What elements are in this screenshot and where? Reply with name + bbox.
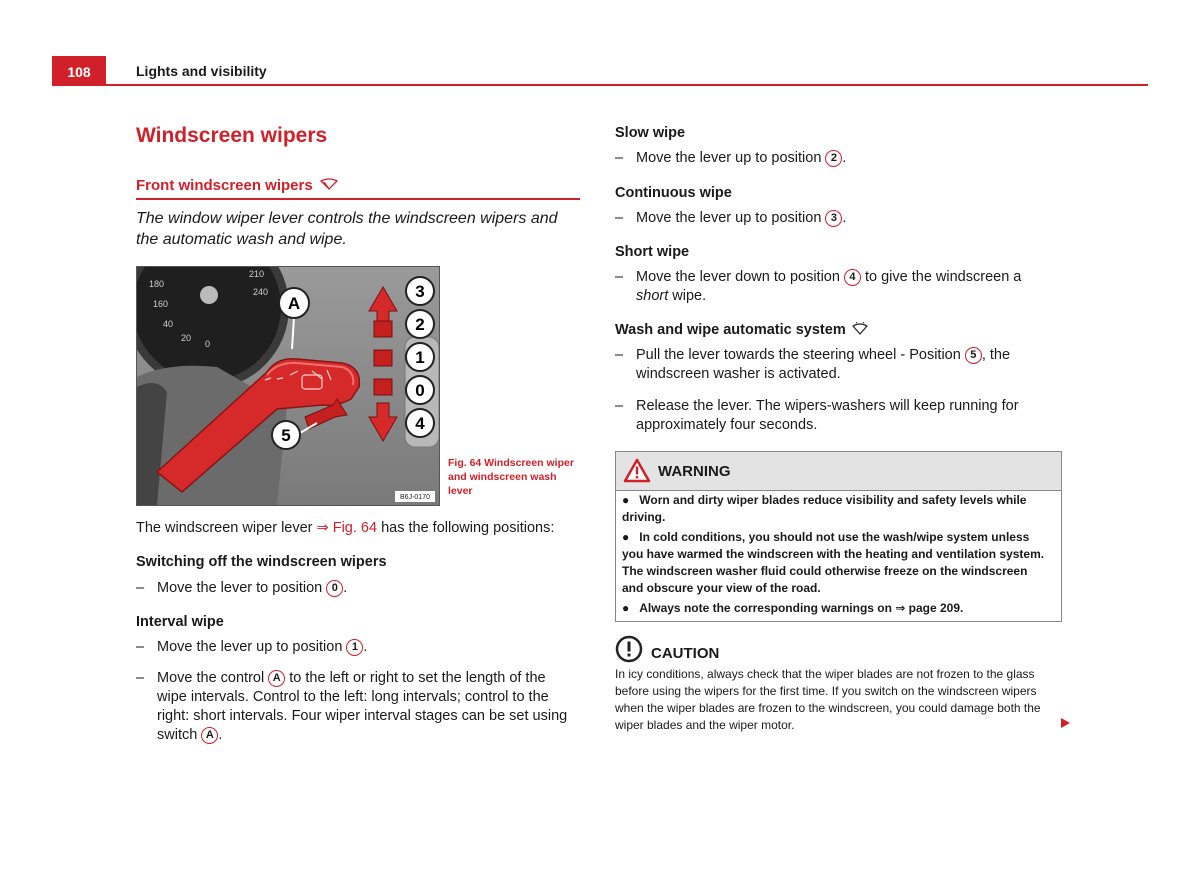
caution-label: CAUTION — [651, 645, 720, 662]
continuous-heading: Continuous wipe — [615, 185, 732, 201]
warning-item-text: Always note the corresponding warnings on ⇒ page 209. — [639, 601, 964, 615]
warning-item: ● In cold conditions, you should not use the wash/wipe system unless you have warmed the windscreen with the heating and ventilation system. The windscreen washer fluid could otherwise freeze on the windscreen and obscure your view of the road. — [622, 530, 1045, 595]
next-page-arrow-icon — [1061, 718, 1070, 728]
position-badge: 3 — [825, 210, 842, 227]
callout-A: A — [287, 294, 301, 313]
auto-heading-text: Wash and wipe automatic system — [615, 322, 846, 338]
callout-3: 3 — [415, 282, 425, 301]
callout-2: 2 — [415, 315, 425, 334]
list-item-text: wipe. — [668, 288, 707, 304]
position-badge: 2 — [825, 150, 842, 167]
gauge-number: 40 — [163, 319, 174, 329]
figure-link[interactable]: ⇒ Fig. 64 — [316, 520, 378, 536]
list-item-text: Move the lever up to position — [636, 210, 822, 226]
subsection-title — [136, 177, 338, 194]
warning-item: ● Always note the corresponding warnings on ⇒ page 209. — [622, 601, 964, 615]
gauge-number: 20 — [181, 333, 192, 343]
warning-item-text: In cold conditions, you should not use the wash/wipe system unless you have warmed the windscreen with the heating and ventilation system. The windscreen washer fluid could otherwise freeze on the windscreen and obscure your view of the road. — [622, 530, 1045, 595]
list-item-text: , the windscreen washer is activated. — [636, 347, 1011, 382]
list-item-text: to give the windscreen a — [864, 269, 1022, 285]
washer-icon — [852, 322, 868, 335]
list-item: – Move the lever to position 0 . — [136, 580, 348, 596]
list-item-text: Move the lever up to position — [636, 150, 822, 166]
gauge-number: 210 — [249, 269, 265, 279]
callout-5: 5 — [281, 426, 291, 445]
list-item-text: Pull the lever towards the steering wheel - Position — [636, 347, 961, 363]
off-heading: Switching off the windscreen wipers — [136, 554, 387, 570]
lead-text-end: has the following positions: — [377, 520, 555, 536]
caution-icon — [615, 635, 643, 663]
subsection-title-text: Front windscreen wipers — [136, 177, 313, 194]
slow-heading: Slow wipe — [615, 125, 686, 141]
position-badge: 5 — [965, 347, 982, 364]
gauge-number: 0 — [205, 339, 211, 349]
control-badge: A — [201, 727, 218, 744]
header-rule — [52, 84, 1148, 86]
callout-1: 1 — [415, 348, 425, 367]
lead-paragraph — [136, 519, 582, 538]
gauge-number: 160 — [153, 299, 169, 309]
caution-text: In icy conditions, always check that the wiper blades are not frozen to the glass before using the wipers for the first time. If you switch on the windscreen wipers when the wiper blades are frozen to the windscreen, you could damage both the wiper blades and the wiper motor. — [615, 667, 1041, 732]
warning-label: WARNING — [658, 463, 731, 480]
page-number: 108 — [52, 56, 106, 86]
warning-header — [616, 452, 1061, 491]
callout-4: 4 — [415, 414, 425, 433]
interval-heading: Interval wipe — [136, 614, 224, 630]
gauge-number: 180 — [149, 279, 165, 289]
warning-box — [615, 451, 1062, 622]
list-item-text: Move the lever down to position — [636, 269, 840, 285]
list-item-text: Move the lever up to position — [157, 639, 343, 655]
list-item: – Pull the lever towards the steering wheel - Position 5 , the windscreen washer is activated. — [615, 347, 1011, 382]
auto-heading — [615, 322, 868, 338]
list-item-text: to the left or right to set the length of the wipe intervals. Control to the left: long intervals; control to the right: short intervals. Four wiper interval stages can be set using switch — [157, 670, 568, 743]
figure-caption: Fig. 64 Windscreen wiper and windscreen wash lever — [448, 457, 574, 497]
list-item: – Release the lever. The wipers-washers will keep running for approximately four seconds. — [615, 397, 1055, 435]
subsection-rule — [136, 198, 580, 200]
wiper-icon — [320, 178, 338, 190]
intro-text: The window wiper lever controls the windscreen wipers and the automatic wash and wipe. — [136, 210, 558, 248]
wiper-lever-figure — [136, 266, 440, 506]
list-item-text: Move the lever to position — [157, 580, 323, 596]
warning-item-text: Worn and dirty wiper blades reduce visibility and safety levels while driving. — [622, 493, 1027, 524]
list-item: – Move the lever up to position 1 . — [136, 639, 368, 655]
list-item: – Move the lever down to position 4 to give the windscreen a short wipe. — [615, 269, 1022, 304]
callout-0: 0 — [415, 381, 425, 400]
page-title: Windscreen wipers — [136, 124, 328, 147]
position-badge: 1 — [346, 639, 363, 656]
section-title: Lights and visibility — [136, 63, 267, 79]
list-item-text: Release the lever. The wipers-washers will keep running for approximately four seconds. — [636, 398, 1019, 433]
wiper-lever-illustration — [137, 267, 439, 505]
position-badge: 4 — [844, 269, 861, 286]
short-heading: Short wipe — [615, 244, 690, 260]
gauge-number: 240 — [253, 287, 269, 297]
warning-triangle-icon — [623, 458, 651, 483]
control-badge: A — [268, 670, 285, 687]
emphasis-text: short — [636, 288, 669, 304]
warning-item: ● Worn and dirty wiper blades reduce visibility and safety levels while driving. — [622, 493, 1027, 524]
lead-text: The windscreen wiper lever — [136, 520, 317, 536]
list-item-text: Move the control — [157, 670, 265, 686]
position-badge: 0 — [326, 580, 343, 597]
list-item: – Move the lever up to position 3 . — [615, 210, 847, 226]
list-item: – Move the lever up to position 2 . — [615, 150, 847, 166]
list-item: – Move the control A to the left or right to set the length of the wipe intervals. Control to the left: long intervals; control to the right: short intervals. Four wiper interval stages can be set using switch A . — [136, 670, 568, 743]
figure-code: B6J-0170 — [400, 494, 430, 501]
